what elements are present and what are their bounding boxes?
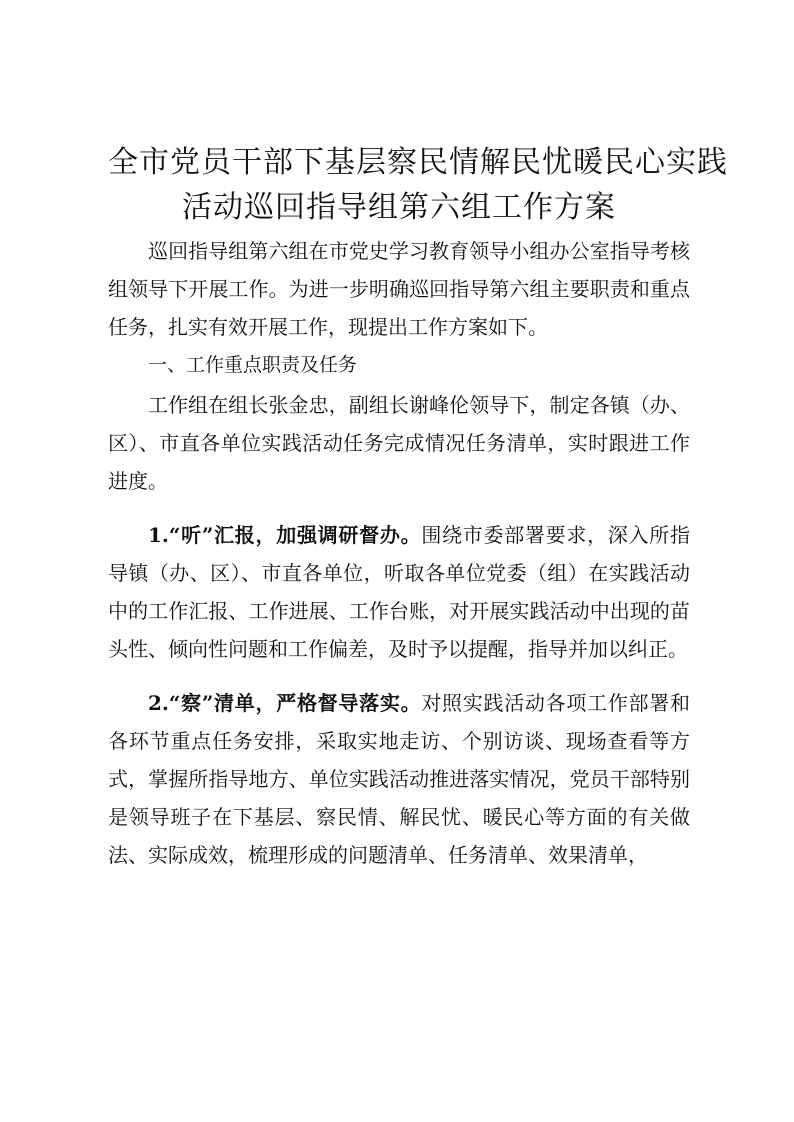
item-1-paragraph	[108, 516, 690, 668]
title-line-2: 活动巡回指导组第六组工作方案	[182, 190, 616, 225]
title-line-1: 全市党员干部下基层察民情解民忧暖民心实践	[108, 145, 728, 180]
document-title	[108, 140, 728, 230]
item-1-lead: 1.“听”汇报，加强调研督办。	[148, 523, 422, 547]
item-1-body: 围绕市委部署要求，深入所指导镇（办、区）、市直各单位，听取各单位党委（组）在实践活动中的工作汇报、工作进展、工作台账，对开展实践活动中出现的苗头性、倾向性问题和工作偏差，及时予以提醒，指导并加以纠正。	[108, 523, 691, 661]
section-1-body: 工作组在组长张金忠，副组长谢峰伦领导下，制定各镇（办、区）、市直各单位实践活动任务完成情况任务清单，实时跟进工作进度。	[108, 393, 690, 493]
item-2-paragraph	[108, 684, 690, 874]
section-1-heading: 一、工作重点职责及任务	[148, 354, 358, 376]
intro-paragraph: 巡回指导组第六组在市党史学习教育领导小组办公室指导考核组领导下开展工作。为进一步明确巡回指导第六组主要职责和重点任务，扎实有效开展工作，现提出工作方案如下。	[108, 239, 690, 339]
item-2-body: 对照实践活动各项工作部署和各环节重点任务安排，采取实地走访、个别访谈、现场查看等方式，掌握所指导地方、单位实践活动推进落实情况，党员干部特别是领导班子在下基层、察民情、解民忧、暖民心等方面的有关做法、实际成效，梳理形成的问题清单、任务清单、效果清单，	[108, 691, 691, 867]
document-page	[108, 140, 728, 874]
item-2-lead: 2.“察”清单，严格督导落实。	[148, 691, 422, 715]
